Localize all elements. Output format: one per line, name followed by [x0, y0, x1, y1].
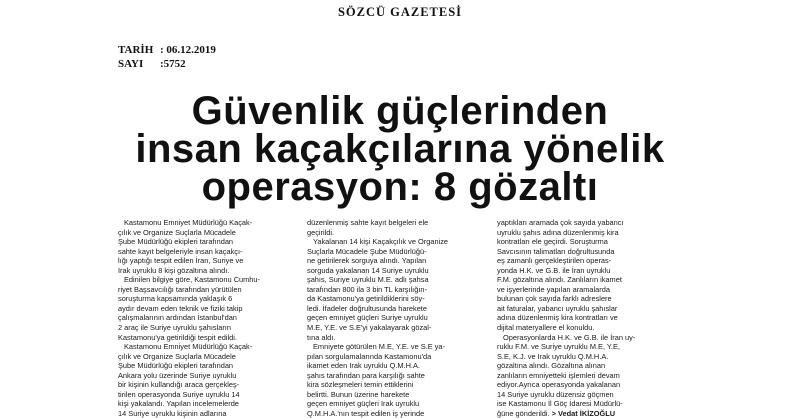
article-text-line: çalışmalarının ardından İstanbul'dan	[118, 313, 237, 323]
article-text-line: şahıs, Suriye uyruklu M.E. adlı şahsa	[307, 275, 429, 285]
article-text-line: S.E, K.J. ve Irak uyruklu Q.M.H.A.	[497, 351, 609, 361]
article-text-fragment: ğüne gönderildi.	[497, 408, 550, 418]
issue-value: :5752	[160, 58, 186, 70]
article-column-3	[497, 218, 682, 418]
headline-line-1: Güvenlik güçlerinden	[191, 89, 609, 133]
article-text-line: M.E, Y.E. ve S.E'yi yakalayarak gözal-	[307, 323, 432, 333]
article-text-line: ait faturalar, yabancı uyruklu şahıslar	[497, 303, 618, 313]
article-text-line: uyruklu şahıs adına düzenlenmiş kira	[497, 227, 619, 237]
article-text-line: geçen emniyet güçleri Suriye uyruklu	[307, 313, 428, 323]
article-text-line: kişi yakalandı. Yapılan incelemelerde	[118, 399, 239, 409]
article-text-line: Edinilen bilgiye göre, Kastamonu Cumhu-	[124, 275, 260, 285]
article-text-line: sorguda yakalanan 14 Suriye uyruklu	[307, 265, 429, 275]
headline-line-2: insan kaçakçılarına yönelik	[135, 127, 665, 171]
article-text-line: Kastamonu'ya getirildiği tespit edildi.	[118, 332, 237, 342]
article-text-line: Ankara yolu üzerinde Suriye uyruklu	[118, 370, 237, 380]
article-text-line: lığı yaptığı tespit edilen İran, Suriye ve	[118, 256, 244, 266]
article-text-line: da Kastamonu'ya getirildiklerini söy-	[307, 294, 425, 304]
date-row	[118, 43, 216, 57]
article-text-line: 14 Suriye uyruklu kişinin adlarına	[118, 408, 227, 418]
article-text-line: geçirildi.	[307, 227, 335, 237]
article-text-line: bulunan çok sayıda farklı adreslere	[497, 294, 612, 304]
article-text-line: 2 araç ile Suriye uyruklu şahısların	[118, 323, 231, 333]
article-text-line: yonda H.K. ve G.B. ile İran uyruklu	[497, 265, 611, 275]
article-text-line: ledi. İfadeler doğrultusunda harekete	[307, 303, 427, 313]
article-text-line: şahıs tarafından para karşılığı sahte	[307, 370, 425, 380]
article-headline	[0, 89, 800, 209]
article-text-line: eş zamanlı gerçekleştirilen operas-	[497, 256, 612, 266]
article-text-line: soruşturma kapsamında yaklaşık 6	[118, 294, 233, 304]
article-text-line: çılık ve Organize Suçlarla Mücadele	[118, 227, 236, 237]
issue-row	[118, 57, 216, 71]
article-text-line: riyet Başsavcılığı tarafından yürütülen	[118, 284, 242, 294]
article-text-line	[497, 409, 682, 418]
date-value: : 06.12.2019	[160, 44, 216, 56]
article-text-line: ediyor.Ayrıca operasyonda yakalanan	[497, 380, 621, 390]
issue-label: SAYI	[118, 58, 144, 70]
article-text-line: ne getirilerek sorguya alındı. Yapılan	[307, 256, 427, 266]
article-text-line: sahte kayıt belgeleriyle insan kaçakçı-	[118, 246, 243, 256]
article-text-line: Kastamonu Emniyet Müdürlüğü Kaçak-	[124, 218, 253, 227]
article-column-1	[118, 218, 301, 418]
article-text-line: gözaltına alındı. Gözaltına alınan	[497, 361, 606, 371]
article-text-line: kira sözleşmeleri temin ettiklerini	[307, 380, 414, 390]
article-text-line: dijital materyallere el konuldu.	[497, 323, 595, 333]
article-text-line: geçen emniyet güçleri Irak uyruklu	[307, 399, 420, 409]
article-text-line: Emniyete götürülen M.E, Y.E. ve S.E ya-	[313, 342, 446, 352]
article-text-line: Operasyonlarda H.K. ve G.B. ile İran uy-	[503, 332, 636, 342]
headline-line-3: operasyon: 8 gözaltı	[201, 165, 599, 209]
article-column-2	[307, 218, 490, 418]
article-text-line: ve işyerlerinde yapılan aramalarda	[497, 284, 610, 294]
article-text-line: tirilen operasyonda Suriye uyruklu 14	[118, 389, 240, 399]
article-text-line: Q.M.H.A.'nın tespit edilen iş yerinde	[307, 408, 425, 418]
article-text-line: ruklu F.M. ve Suriye uyruklu M.E, Y.E,	[497, 342, 620, 352]
article-text-line: Kastamonu Emniyet Müdürlüğü Kaçak-	[124, 342, 253, 352]
article-text-line: ise Kastamonu İl Göç İdaresi Müdürlü-	[497, 399, 623, 409]
article-text-line: düzenlenmiş sahte kayıt belgeleri ele	[307, 218, 429, 227]
clipping-meta	[118, 43, 216, 71]
article-text-line: tına aldı.	[307, 332, 336, 342]
article-text-line: zanlıların emniyetteki işlemleri devam	[497, 370, 620, 380]
article-text-line: yaptıkları aramada çok sayıda yabancı	[497, 218, 624, 227]
article-text-line: Irak uyruklu 8 kişi gözaltına alındı.	[118, 265, 230, 275]
date-label: TARİH	[118, 44, 154, 56]
article-text-line: ikamet eden Irak uyruklu Q.M.H.A.	[307, 361, 420, 371]
article-text-line: kontratları ele geçirdi. Soruşturma	[497, 237, 608, 247]
article-text-line: çılık ve Organize Suçlarla Mücadele	[118, 351, 236, 361]
article-text-line: adına düzenlenmiş kira kontratları ve	[497, 313, 618, 323]
article-text-line: Yakalanan 14 kişi Kaçakçılık ve Organize	[313, 237, 449, 247]
article-text-line: Savcısının talimatları doğrultusunda	[497, 246, 615, 256]
article-text-line: belirtti. Bunun üzerine harekete	[307, 389, 410, 399]
article-text-line: F.M. gözaltına alındı. Zanlıların ikamet	[497, 275, 622, 285]
article-text-line: Şube Müdürlüğü ekipleri tarafından	[118, 237, 234, 247]
author-byline: > Vedat İKİZOĞLU	[551, 408, 616, 418]
article-text-line: 14 Suriye uyruklu düzensiz göçmen	[497, 389, 614, 399]
article-text-line: bir kişinin kullandığı araca gerçekleş-	[118, 380, 240, 390]
article-text-line: Şube Müdürlüğü ekipleri tarafından	[118, 361, 234, 371]
article-text-line: Suçlarla Mücadele Şube Müdürlüğü-	[307, 246, 427, 256]
article-text-line: tarafından 800 ila 3 bin TL karşılığın-	[307, 284, 427, 294]
article-text-line: aydır devam eden teknik ve fiziki takip	[118, 303, 243, 313]
article-text-line: pılan sorgulamalarında Kastamonu'da	[307, 351, 432, 361]
newspaper-masthead: SÖZCÜ GAZETESİ	[337, 5, 463, 19]
